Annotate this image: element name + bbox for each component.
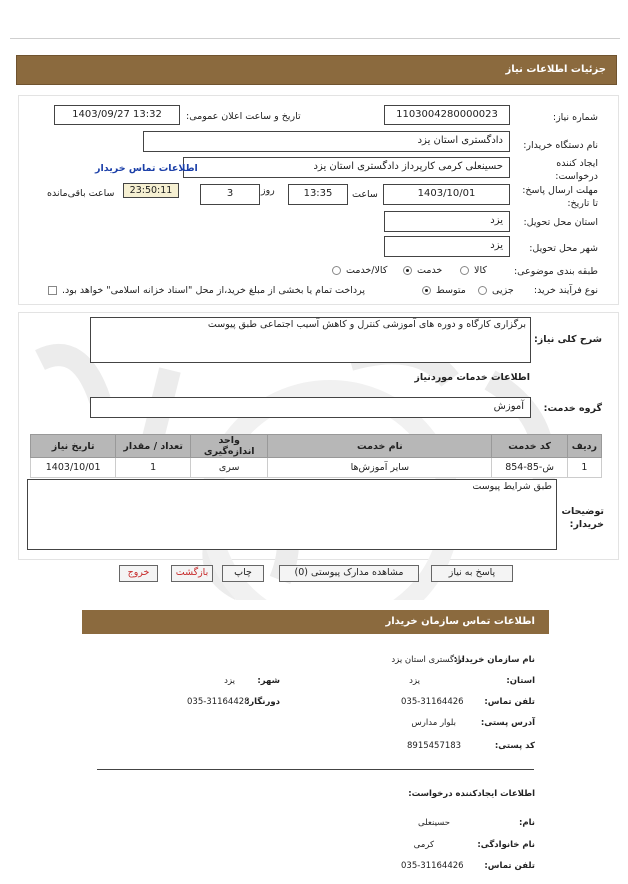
process-option-minor[interactable]: جزیی <box>476 285 514 296</box>
deadline-date-field: 1403/10/01 <box>383 184 510 205</box>
cell-row-num: 1 <box>567 458 601 478</box>
creator-phone-label: تلفن تماس: <box>484 861 535 871</box>
cell-service-code: ش-85-854 <box>492 458 567 478</box>
creator-label: ایجاد کننده درخواست: <box>555 158 598 182</box>
radio-icon <box>478 286 487 295</box>
creator-field: حسینعلی کرمی کارپرداز دادگستری استان یزد <box>183 157 510 178</box>
contact-header <box>82 610 549 634</box>
province-contact-value: یزد <box>409 676 420 686</box>
days-label: روز <box>261 185 275 196</box>
category-option-goods[interactable]: کالا <box>458 265 487 276</box>
org-name-label: نام سازمان خریدار: <box>453 655 535 665</box>
fax-label: دورنگار: <box>245 697 280 707</box>
category-option-service[interactable]: خدمت <box>401 265 442 276</box>
summary-label: شرح کلی نیاز: <box>533 334 602 345</box>
checkbox-icon <box>48 286 57 295</box>
postal-value: 8915457183 <box>407 741 462 751</box>
city-field: یزد <box>384 236 510 257</box>
org-name-value: دادگستری استان یزد <box>391 655 464 665</box>
city-contact-value: یزد <box>224 676 235 686</box>
contact-title: اطلاعات تماس سازمان خریدار <box>385 616 535 627</box>
services-table <box>30 434 602 478</box>
radio-selected-icon <box>422 286 431 295</box>
process-label: نوع فرآیند خرید: <box>533 285 598 296</box>
services-title: اطلاعات خدمات موردنیاز <box>414 372 530 383</box>
creator-info-title: اطلاعات ایجادکننده درخواست: <box>408 789 535 799</box>
category-label: طبقه بندی موضوعی: <box>513 266 598 277</box>
city-label: شهر محل تحویل: <box>529 243 598 254</box>
attachments-button[interactable]: مشاهده مدارک پیوستی (0) <box>279 565 419 582</box>
province-field: یزد <box>384 211 510 232</box>
remaining-time-field: 23:50:11 <box>123 183 179 198</box>
col-header-need-date: تاریخ نیاز <box>31 435 116 458</box>
back-button[interactable]: بازگشت <box>171 565 213 582</box>
province-contact-label: استان: <box>506 676 535 686</box>
address-value: بلوار مدارس <box>411 718 456 728</box>
exit-button[interactable]: خروج <box>119 565 158 582</box>
reply-button[interactable]: پاسخ به نیاز <box>431 565 513 582</box>
need-number-field: 1103004280000023 <box>384 105 510 125</box>
top-divider <box>10 38 620 39</box>
days-field: 3 <box>200 184 260 205</box>
buyer-org-label: نام دستگاه خریدار: <box>523 140 598 151</box>
col-header-unit: واحد اندازه‌گیری <box>191 435 268 458</box>
deadline-label: مهلت ارسال پاسخ: تا تاریخ: <box>522 185 598 209</box>
buyer-notes-field: طبق شرایط پیوست <box>27 479 557 550</box>
cell-service-name: سایر آموزش‌ها <box>268 458 492 478</box>
process-option-medium[interactable]: متوسط <box>420 285 466 296</box>
first-name-label: نام: <box>518 818 535 828</box>
radio-selected-icon <box>403 266 412 275</box>
cell-unit: سری <box>191 458 268 478</box>
last-name-label: نام خانوادگی: <box>477 840 535 850</box>
announce-field: 1403/09/27 13:32 <box>54 105 180 125</box>
page-header <box>16 55 617 85</box>
announce-label: تاریخ و ساعت اعلان عمومی: <box>186 111 301 122</box>
city-contact-label: شهر: <box>257 676 280 686</box>
creator-phone-value: 035-31164426 <box>401 861 464 871</box>
table-row <box>31 458 602 478</box>
buyer-notes-label: توضیحات خریدار: <box>561 506 604 530</box>
col-header-service-code: کد خدمت <box>492 435 567 458</box>
col-header-service-name: نام خدمت <box>268 435 492 458</box>
fax-value: 035-31164428 <box>187 697 250 707</box>
payment-note[interactable]: پرداخت تمام یا بخشی از مبلغ خرید،از محل "اسناد خزانه اسلامی" خواهد بود. <box>46 285 365 296</box>
buyer-contact-link[interactable]: اطلاعات تماس خریدار <box>95 163 198 174</box>
print-button[interactable]: چاپ <box>222 565 264 582</box>
service-group-field: آموزش <box>90 397 531 418</box>
contact-divider <box>97 769 534 770</box>
last-name-value: کرمی <box>413 840 434 850</box>
time-label: ساعت <box>352 189 378 200</box>
table-header-row <box>31 435 602 458</box>
first-name-value: حسینعلی <box>418 818 450 828</box>
postal-label: کد پستی: <box>494 741 535 751</box>
province-label: استان محل تحویل: <box>523 217 598 228</box>
service-group-label: گروه خدمت: <box>543 403 602 414</box>
cell-quantity: 1 <box>116 458 191 478</box>
phone-value: 035-31164426 <box>401 697 464 707</box>
page-title: جزئیات اطلاعات نیاز <box>505 64 606 75</box>
need-number-label: شماره نیاز: <box>552 112 598 123</box>
deadline-time-field: 13:35 <box>288 184 348 205</box>
radio-icon <box>332 266 341 275</box>
cell-need-date: 1403/10/01 <box>31 458 116 478</box>
radio-icon <box>460 266 469 275</box>
buyer-org-field: دادگستری استان یزد <box>143 131 510 152</box>
category-option-goods-service[interactable]: کالا/خدمت <box>330 265 387 276</box>
remaining-label: ساعت باقی‌مانده <box>47 188 115 199</box>
phone-label: تلفن تماس: <box>484 697 535 707</box>
col-header-row-num: ردیف <box>567 435 601 458</box>
col-header-quantity: تعداد / مقدار <box>116 435 191 458</box>
summary-field: برگزاری کارگاه و دوره های آموزشی کنترل و کاهش آسیب اجتماعی طبق پیوست <box>90 317 531 363</box>
address-label: آدرس پستی: <box>480 718 535 728</box>
